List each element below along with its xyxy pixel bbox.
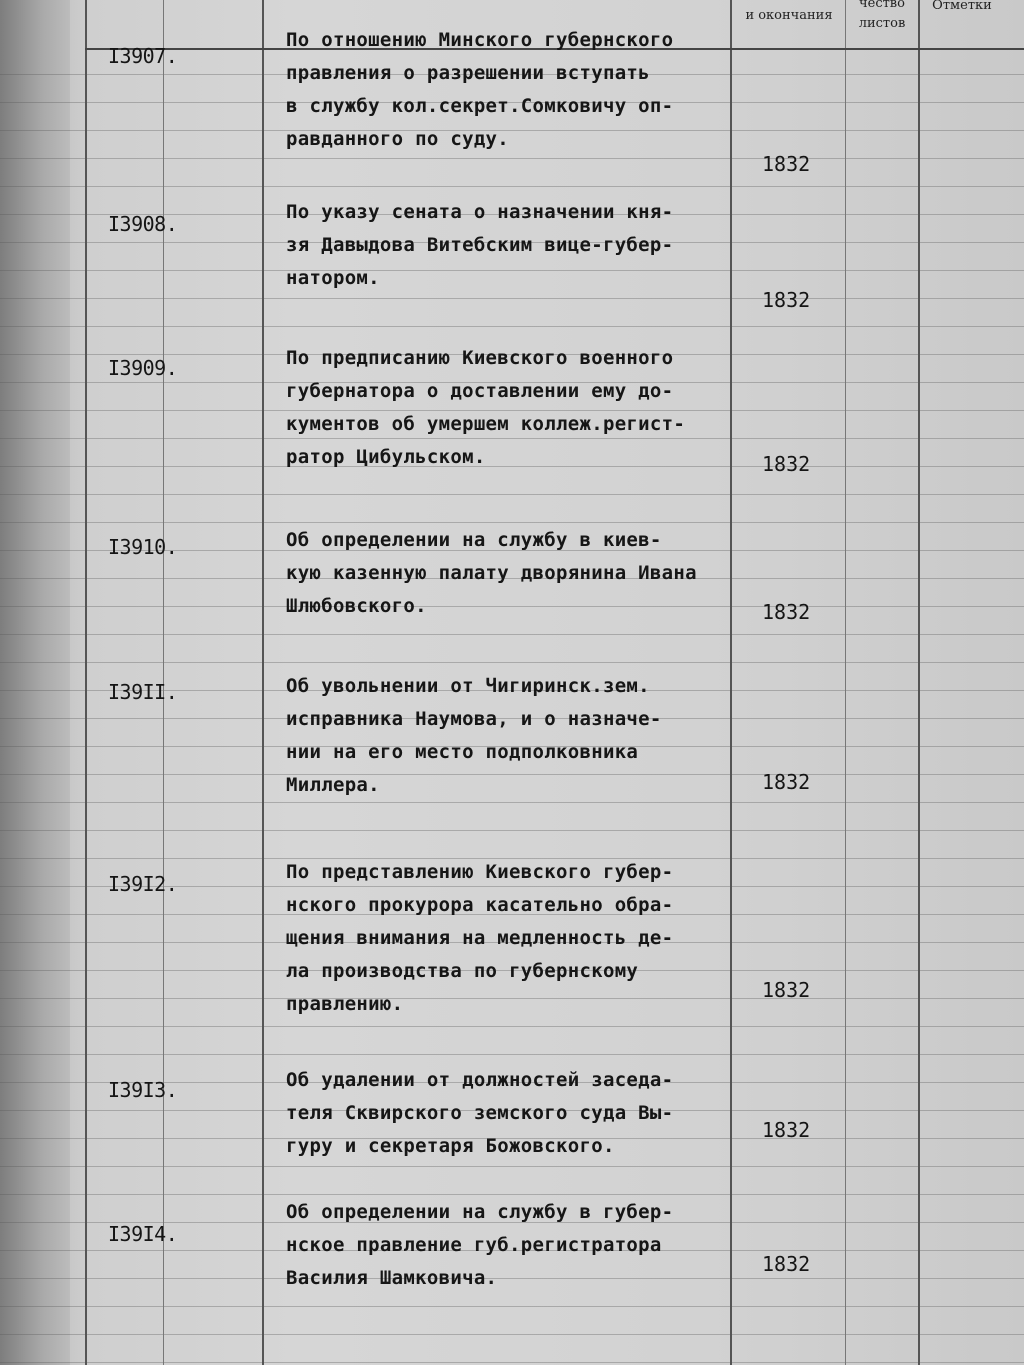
entry-title: По представлению Киевского губер- нского прокурора касательно обра- щения внимания на медленность де- ла производства по губернскому правлению. <box>286 861 674 1015</box>
entry-number: I39I2. <box>108 872 178 896</box>
ruled-line <box>0 158 1024 159</box>
ruled-line <box>0 1306 1024 1307</box>
entry-year: 1832 <box>762 978 811 1002</box>
ruled-line <box>0 1334 1024 1335</box>
entry-year: 1832 <box>762 152 811 176</box>
ruled-line <box>0 186 1024 187</box>
entry-year: 1832 <box>762 1118 811 1142</box>
ruled-line <box>0 662 1024 663</box>
entry-title: Об увольнении от Чигиринск.зем. исправника Наумова, и о назначе- нии на его место подполковника Миллера. <box>286 675 662 796</box>
entry-number: I39I4. <box>108 1222 178 1246</box>
entry-year: 1832 <box>762 288 811 312</box>
entry-title: Об определении на службу в губер- нское правление губ.регистратора Василия Шамковича. <box>286 1201 674 1289</box>
entry-title: По отношению Минского губернского правления о разрешении вступать в службу кол.секрет.Сомковичу оп- равданного по суду. <box>286 29 674 150</box>
entry-title: По указу сената о назначении кня- зя Давыдова Витебским вице-губер- натором. <box>286 201 674 289</box>
ruled-line <box>0 802 1024 803</box>
entry-number: I3907. <box>108 44 178 68</box>
ruled-line <box>0 494 1024 495</box>
entry-year: 1832 <box>762 452 811 476</box>
entry-year: 1832 <box>762 1252 811 1276</box>
entry-number: I39II. <box>108 680 178 704</box>
column-line-title <box>262 0 264 1365</box>
column-line-sheets-left <box>845 0 846 1365</box>
entry-year: 1832 <box>762 770 811 794</box>
ruled-line <box>0 1054 1024 1055</box>
column-line-left <box>85 0 87 1365</box>
entry-number: I3908. <box>108 212 178 236</box>
ruled-line <box>0 1166 1024 1167</box>
entry-number: I3910. <box>108 535 178 559</box>
entry-number: I3909. <box>108 356 178 380</box>
ruled-line <box>0 522 1024 523</box>
header-dates: и окончания <box>745 8 833 23</box>
entry-title: По предписанию Киевского военного губернатора о доставлении ему до- кументов об умершем коллеж.регист- ратор Цибульском. <box>286 347 686 468</box>
ruled-line <box>0 830 1024 831</box>
entry-year: 1832 <box>762 600 811 624</box>
ruled-line <box>0 1026 1024 1027</box>
entry-title: Об удалении от должностей заседа- теля Сквирского земского суда Вы- гуру и секретаря Божовского. <box>286 1069 674 1157</box>
entry-number: I39I3. <box>108 1078 178 1102</box>
column-line-sheets-right <box>918 0 920 1365</box>
ruled-line <box>0 634 1024 635</box>
ruled-line <box>0 1194 1024 1195</box>
header-notes: Отметки <box>932 0 992 13</box>
header-sheets: чество листов <box>858 0 906 31</box>
binding-margin <box>0 0 70 1365</box>
ruled-line <box>0 1362 1024 1363</box>
entry-title: Об определении на службу в киев- кую казенную палату дворянина Ивана Шлюбовского. <box>286 529 697 617</box>
ruled-line <box>0 298 1024 299</box>
ruled-line <box>0 326 1024 327</box>
